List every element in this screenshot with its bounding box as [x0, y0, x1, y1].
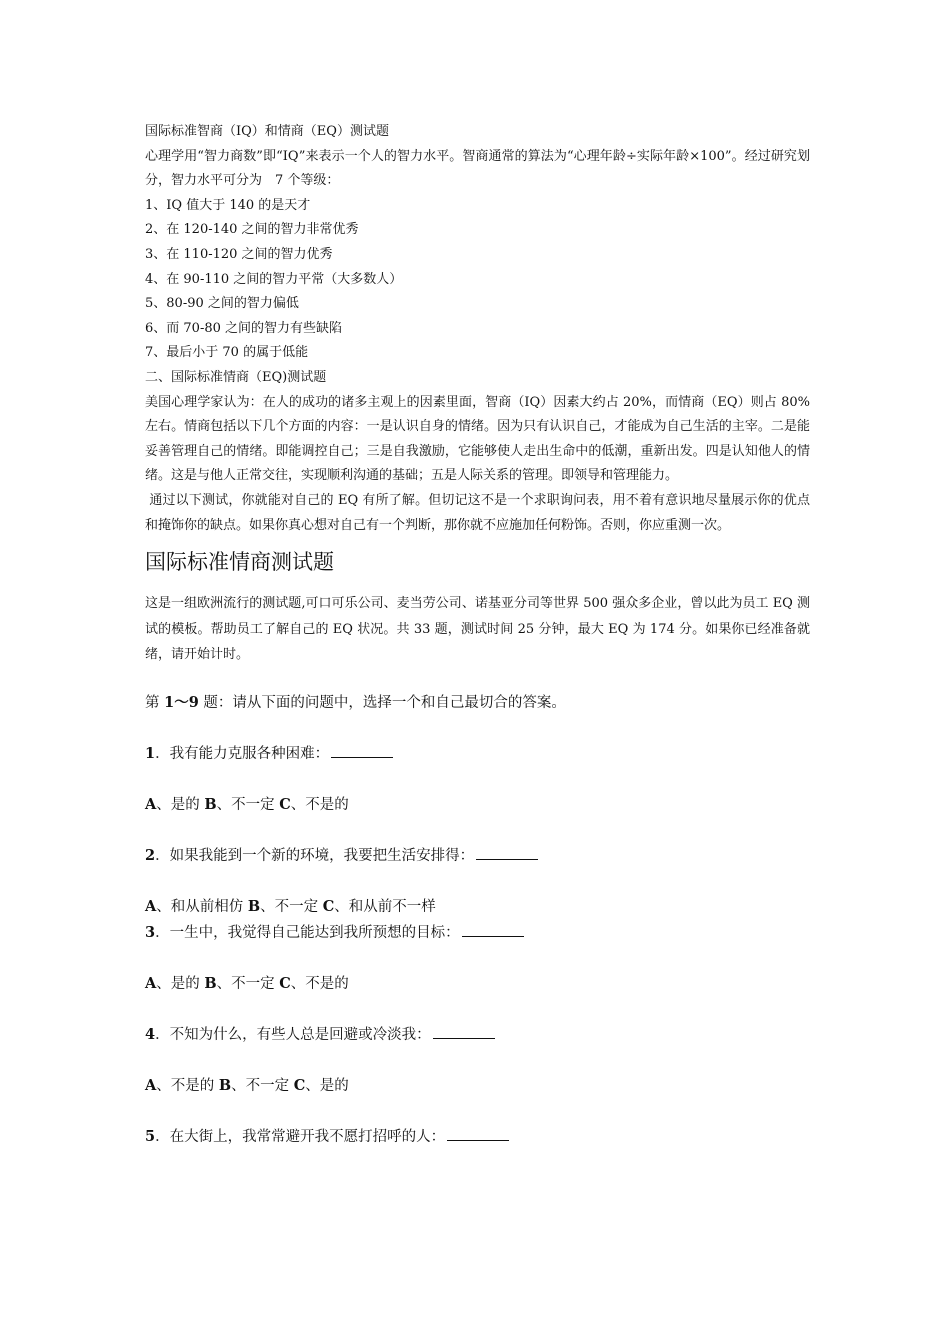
option-letter: B: [247, 897, 261, 915]
option-letter: B: [218, 1076, 232, 1094]
test-note-paragraph: 通过以下测试，你就能对自己的 EQ 有所了解。但切记这不是一个求职询问表，用不着有意识地尽量展示你的优点和掩饰你的缺点。如果你真心想对自己有一个判断，那你就不应施加任何粉饰。否则，你应重测一次。: [145, 492, 810, 533]
option-text: 、不一定: [231, 1077, 294, 1094]
option-text: 、是的: [156, 796, 205, 813]
option-letter: C: [322, 897, 335, 915]
iq-levels-list: [145, 194, 810, 366]
list-item: 3、在 110-120 之间的智力优秀: [145, 246, 333, 262]
question-text: ．如果我能到一个新的环境，我要把生活安排得：: [155, 847, 475, 864]
list-item: 6、而 70-80 之间的智力有些缺陷: [145, 320, 343, 336]
question-number: 2: [145, 846, 156, 864]
instruction-range: 1～9: [164, 693, 199, 711]
question-text: ．在大街上，我常常避开我不愿打招呼的人：: [155, 1128, 446, 1145]
option-text: 、不是的: [156, 1077, 219, 1094]
options-2: [145, 894, 810, 920]
options-3: [145, 971, 810, 997]
question-3: [145, 920, 810, 946]
instruction-line: [145, 690, 810, 716]
option-text: 、不是的: [290, 796, 349, 813]
option-letter: A: [145, 897, 157, 915]
option-text: 、是的: [156, 975, 205, 992]
option-letter: A: [145, 795, 157, 813]
document-page: [145, 120, 810, 1150]
list-item: 7、最后小于 70 的属于低能: [145, 345, 309, 361]
eq-paragraph: 美国心理学家认为：在人的成功的诸多主观上的因素里面，智商（IQ）因素大约占 20%，而情商（EQ）则占 80%左右。情商包括以下几个方面的内容：一是认识自身的情绪。因为只有认识自己，才能成为自己生活的主宰。二是能妥善管理自己的情绪。即能调控自己；三是自我激励，它能够使人走出生命中的低潮，重新出发。四是认知他人的情绪。这是与他人正常交往，实现顺利沟通的基础；五是人际关系的管理。即领导和管理能力。: [145, 394, 810, 484]
question-5: [145, 1124, 810, 1150]
instruction-prefix: 第: [145, 694, 165, 711]
question-4: [145, 1022, 810, 1048]
option-text: 、不一定: [216, 796, 280, 813]
options-1: [145, 792, 810, 818]
question-1: [145, 741, 810, 767]
list-item: 1、IQ 值大于 140 的是天才: [145, 197, 311, 213]
answer-blank[interactable]: [331, 743, 393, 758]
option-letter: B: [204, 974, 217, 992]
instruction-suffix: 题：请从下面的问题中，选择一个和自己最切合的答案。: [198, 694, 566, 711]
options-4: [145, 1073, 810, 1099]
list-item: 2、在 120-140 之间的智力非常优秀: [145, 222, 359, 238]
question-text: ．一生中，我觉得自己能达到我所预想的目标：: [155, 924, 460, 941]
question-text: ．我有能力克服各种困难：: [155, 745, 330, 762]
option-text: 、和从前不一样: [334, 898, 436, 915]
section-description: 这是一组欧洲流行的测试题,可口可乐公司、麦当劳公司、诺基亚分司等世界 500 强众多企业，曾以此为员工 EQ 测试的模板。帮助员工了解自己的 EQ 状况。共 33 题，测试时间 25 分钟，最大 EQ 为 174 分。如果你已经准备就绪，请开始计时。: [145, 596, 810, 663]
question-2: [145, 843, 810, 869]
answer-blank[interactable]: [476, 845, 538, 860]
question-number: 1: [145, 744, 156, 762]
question-number: 5: [145, 1127, 156, 1145]
question-text: ．不知为什么，有些人总是回避或冷淡我：: [155, 1026, 431, 1043]
eq-section-title: 二、国际标准情商（EQ)测试题: [145, 369, 327, 385]
option-text: 、不是的: [290, 975, 349, 992]
option-text: 、不一定: [260, 898, 323, 915]
option-text: 、不一定: [216, 975, 280, 992]
option-letter: B: [204, 795, 217, 813]
option-letter: A: [145, 1076, 157, 1094]
option-letter: C: [293, 1076, 306, 1094]
option-letter: A: [145, 974, 157, 992]
iq-paragraph: 心理学用“智力商数”即“IQ”来表示一个人的智力水平。智商通常的算法为“心理年龄÷实际年龄×100”。经过研究划分，智力水平可分为 7 个等级：: [145, 148, 810, 189]
question-number: 3: [145, 923, 156, 941]
option-letter: C: [279, 795, 291, 813]
list-item: 5、80-90 之间的智力偏低: [145, 296, 299, 312]
question-number: 4: [145, 1025, 156, 1043]
option-text: 、和从前相仿: [156, 898, 248, 915]
section-heading: 国际标准情商测试题: [145, 550, 334, 575]
list-item: 4、在 90-110 之间的智力平常（大多数人）: [145, 271, 403, 287]
option-text: 、是的: [305, 1077, 349, 1094]
answer-blank[interactable]: [447, 1126, 509, 1141]
doc-title: 国际标准智商（IQ）和情商（EQ）测试题: [145, 124, 389, 139]
option-letter: C: [279, 974, 291, 992]
answer-blank[interactable]: [433, 1024, 495, 1039]
answer-blank[interactable]: [462, 922, 524, 937]
